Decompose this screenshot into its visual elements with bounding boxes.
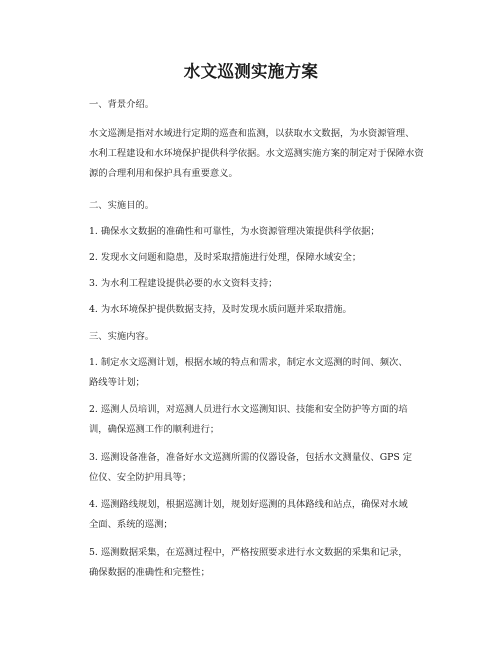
paragraph-line: 全面、系统的巡测； — [89, 519, 173, 530]
document-title: 水文巡测实施方案 — [183, 62, 319, 81]
paragraph-line: 1. 确保水文数据的准确性和可靠性，为水资源管理决策提供科学依据； — [89, 226, 380, 237]
paragraph-line: 2. 发现水文问题和隐患，及时采取措施进行处理，保障水域安全； — [89, 252, 362, 263]
paragraph-line: 水利工程建设和水环境保护提供科学依据。水文巡测实施方案的制定对于保障水资 — [89, 148, 424, 159]
section-heading-content — [89, 327, 415, 347]
list-item — [89, 400, 415, 440]
paragraph-line: 位仪、安全防护用具等； — [89, 472, 192, 483]
list-item — [89, 495, 415, 535]
list-item — [89, 274, 415, 294]
paragraph-line: 水文巡测是指对水域进行定期的巡查和监测，以获取水文数据，为水资源管理、 — [89, 128, 415, 139]
heading-line: 三、实施内容。 — [89, 331, 155, 342]
paragraph-line: 训，确保巡测工作的顺利进行； — [89, 424, 220, 435]
section-heading-purpose — [89, 196, 415, 216]
paragraph-line: 4. 为水环境保护提供数据支持，及时发现水质问题并采取措施。 — [89, 304, 352, 315]
paragraph-line: 路线等计划； — [89, 377, 145, 388]
paragraph-line: 4. 巡测路线规划，根据巡测计划，规划好巡测的具体路线和站点，确保对水域 — [89, 499, 408, 510]
section-heading-background — [89, 95, 415, 115]
list-item — [89, 543, 415, 583]
list-item — [89, 300, 415, 320]
paragraph-line: 确保数据的准确性和完整性； — [89, 567, 210, 578]
paragraph-line: 1. 制定水文巡测计划，根据水域的特点和需求，制定水文巡测的时间、频次、 — [89, 357, 408, 368]
list-item — [89, 222, 415, 242]
heading-line: 二、实施目的。 — [89, 200, 155, 211]
list-item — [89, 248, 415, 268]
paragraph-line: 3. 巡测设备准备，准备好水文巡测所需的仪器设备，包括水文测量仪、GPS 定 — [89, 452, 413, 463]
heading-line: 一、背景介绍。 — [89, 99, 155, 110]
paragraph-line: 源的合理利用和保护具有重要意义。 — [89, 168, 238, 179]
list-item — [89, 448, 415, 488]
paragraph-line: 5. 巡测数据采集，在巡测过程中，严格按照要求进行水文数据的采集和记录， — [89, 547, 408, 558]
list-item — [89, 353, 415, 393]
paragraph-line: 2. 巡测人员培训，对巡测人员进行水文巡测知识、技能和安全防护等方面的培 — [89, 404, 408, 415]
paragraph-line: 3. 为水利工程建设提供必要的水文资料支持； — [89, 278, 278, 289]
paragraph-background — [89, 124, 424, 184]
